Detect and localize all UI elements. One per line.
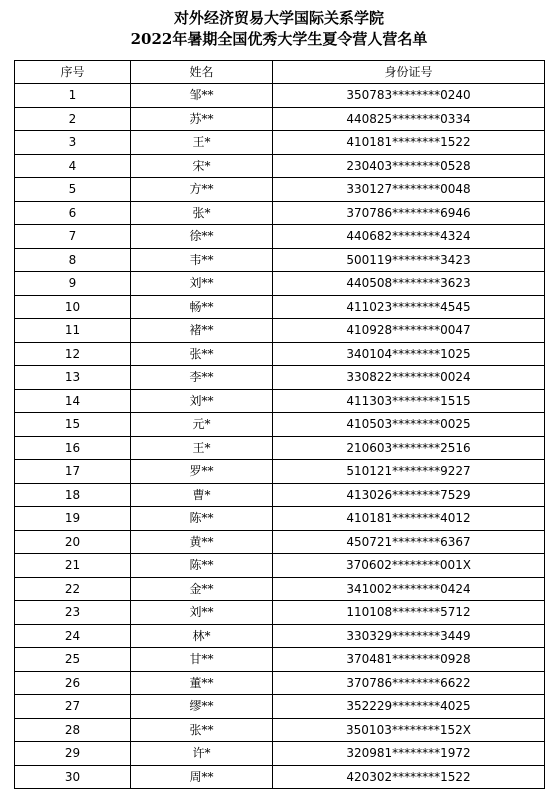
row-index: 20 (15, 530, 131, 554)
row-id-number: 410503********0025 (273, 413, 545, 437)
row-id-number: 411023********4545 (273, 295, 545, 319)
row-index: 9 (15, 272, 131, 296)
table-row (15, 131, 545, 155)
table-row (15, 554, 545, 578)
table-row (15, 225, 545, 249)
table-row (15, 413, 545, 437)
table-row (15, 765, 545, 789)
table-row (15, 577, 545, 601)
row-index: 26 (15, 671, 131, 695)
row-index: 12 (15, 342, 131, 366)
row-index: 10 (15, 295, 131, 319)
table-row (15, 342, 545, 366)
table-row (15, 154, 545, 178)
row-name: 罗** (131, 460, 273, 484)
row-id-number: 440825********0334 (273, 107, 545, 131)
table-row (15, 695, 545, 719)
row-id-number: 450721********6367 (273, 530, 545, 554)
row-name: 宋* (131, 154, 273, 178)
row-id-number: 320981********1972 (273, 742, 545, 766)
table-body (15, 84, 545, 789)
row-name: 王* (131, 131, 273, 155)
row-name: 曹* (131, 483, 273, 507)
document-title-line-2: 2022年暑期全国优秀大学生夏令营人营名单 (130, 30, 428, 48)
table-row (15, 530, 545, 554)
row-name: 刘** (131, 601, 273, 625)
table-row (15, 107, 545, 131)
table-row (15, 248, 545, 272)
table-row (15, 319, 545, 343)
header-name: 姓名 (131, 61, 273, 84)
row-name: 韦** (131, 248, 273, 272)
row-id-number: 410181********4012 (273, 507, 545, 531)
table-row (15, 366, 545, 390)
row-index: 1 (15, 84, 131, 108)
table-row (15, 624, 545, 648)
row-id-number: 230403********0528 (273, 154, 545, 178)
row-name: 林* (131, 624, 273, 648)
table-row (15, 460, 545, 484)
row-name: 褚** (131, 319, 273, 343)
row-id-number: 350103********152X (273, 718, 545, 742)
row-index: 22 (15, 577, 131, 601)
document-title-line-1: 对外经济贸易大学国际关系学院 (173, 9, 384, 27)
row-name: 畅** (131, 295, 273, 319)
row-index: 8 (15, 248, 131, 272)
row-name: 周** (131, 765, 273, 789)
row-index: 21 (15, 554, 131, 578)
row-id-number: 500119********3423 (273, 248, 545, 272)
row-index: 28 (15, 718, 131, 742)
row-id-number: 352229********4025 (273, 695, 545, 719)
row-index: 6 (15, 201, 131, 225)
table-header-row (15, 61, 545, 84)
row-name: 刘** (131, 272, 273, 296)
table-row (15, 272, 545, 296)
row-index: 25 (15, 648, 131, 672)
row-name: 陈** (131, 554, 273, 578)
table-row (15, 718, 545, 742)
row-name: 刘** (131, 389, 273, 413)
row-id-number: 210603********2516 (273, 436, 545, 460)
header-index: 序号 (15, 61, 131, 84)
row-index: 24 (15, 624, 131, 648)
table-row (15, 201, 545, 225)
roster-table (14, 60, 545, 789)
row-id-number: 370786********6946 (273, 201, 545, 225)
table-row (15, 389, 545, 413)
row-index: 17 (15, 460, 131, 484)
row-name: 缪** (131, 695, 273, 719)
table-row (15, 507, 545, 531)
row-name: 董** (131, 671, 273, 695)
table-row (15, 648, 545, 672)
row-name: 元* (131, 413, 273, 437)
row-id-number: 510121********9227 (273, 460, 545, 484)
table-row (15, 671, 545, 695)
row-name: 张** (131, 718, 273, 742)
row-id-number: 110108********5712 (273, 601, 545, 625)
row-name: 黄** (131, 530, 273, 554)
table-row (15, 742, 545, 766)
row-index: 11 (15, 319, 131, 343)
row-id-number: 410181********1522 (273, 131, 545, 155)
table-row (15, 436, 545, 460)
row-name: 金** (131, 577, 273, 601)
row-id-number: 370481********0928 (273, 648, 545, 672)
row-index: 23 (15, 601, 131, 625)
table-row (15, 483, 545, 507)
row-name: 许* (131, 742, 273, 766)
row-id-number: 330822********0024 (273, 366, 545, 390)
row-index: 13 (15, 366, 131, 390)
row-id-number: 411303********1515 (273, 389, 545, 413)
row-id-number: 413026********7529 (273, 483, 545, 507)
row-index: 16 (15, 436, 131, 460)
row-id-number: 350783********0240 (273, 84, 545, 108)
row-index: 3 (15, 131, 131, 155)
row-name: 李** (131, 366, 273, 390)
row-index: 27 (15, 695, 131, 719)
row-index: 15 (15, 413, 131, 437)
table-row (15, 601, 545, 625)
row-index: 5 (15, 178, 131, 202)
row-id-number: 420302********1522 (273, 765, 545, 789)
row-index: 7 (15, 225, 131, 249)
row-id-number: 340104********1025 (273, 342, 545, 366)
row-index: 30 (15, 765, 131, 789)
row-name: 张** (131, 342, 273, 366)
row-id-number: 440682********4324 (273, 225, 545, 249)
row-index: 18 (15, 483, 131, 507)
row-name: 徐** (131, 225, 273, 249)
row-index: 14 (15, 389, 131, 413)
table-row (15, 84, 545, 108)
row-id-number: 410928********0047 (273, 319, 545, 343)
row-id-number: 370602********001X (273, 554, 545, 578)
row-id-number: 341002********0424 (273, 577, 545, 601)
row-id-number: 330329********3449 (273, 624, 545, 648)
row-index: 2 (15, 107, 131, 131)
table-row (15, 178, 545, 202)
row-index: 19 (15, 507, 131, 531)
row-name: 苏** (131, 107, 273, 131)
row-index: 29 (15, 742, 131, 766)
table-row (15, 295, 545, 319)
row-name: 邹** (131, 84, 273, 108)
row-index: 4 (15, 154, 131, 178)
row-name: 方** (131, 178, 273, 202)
row-id-number: 330127********0048 (273, 178, 545, 202)
row-name: 王* (131, 436, 273, 460)
row-name: 张* (131, 201, 273, 225)
header-id-number: 身份证号 (273, 61, 545, 84)
row-id-number: 440508********3623 (273, 272, 545, 296)
row-name: 陈** (131, 507, 273, 531)
row-name: 甘** (131, 648, 273, 672)
row-id-number: 370786********6622 (273, 671, 545, 695)
